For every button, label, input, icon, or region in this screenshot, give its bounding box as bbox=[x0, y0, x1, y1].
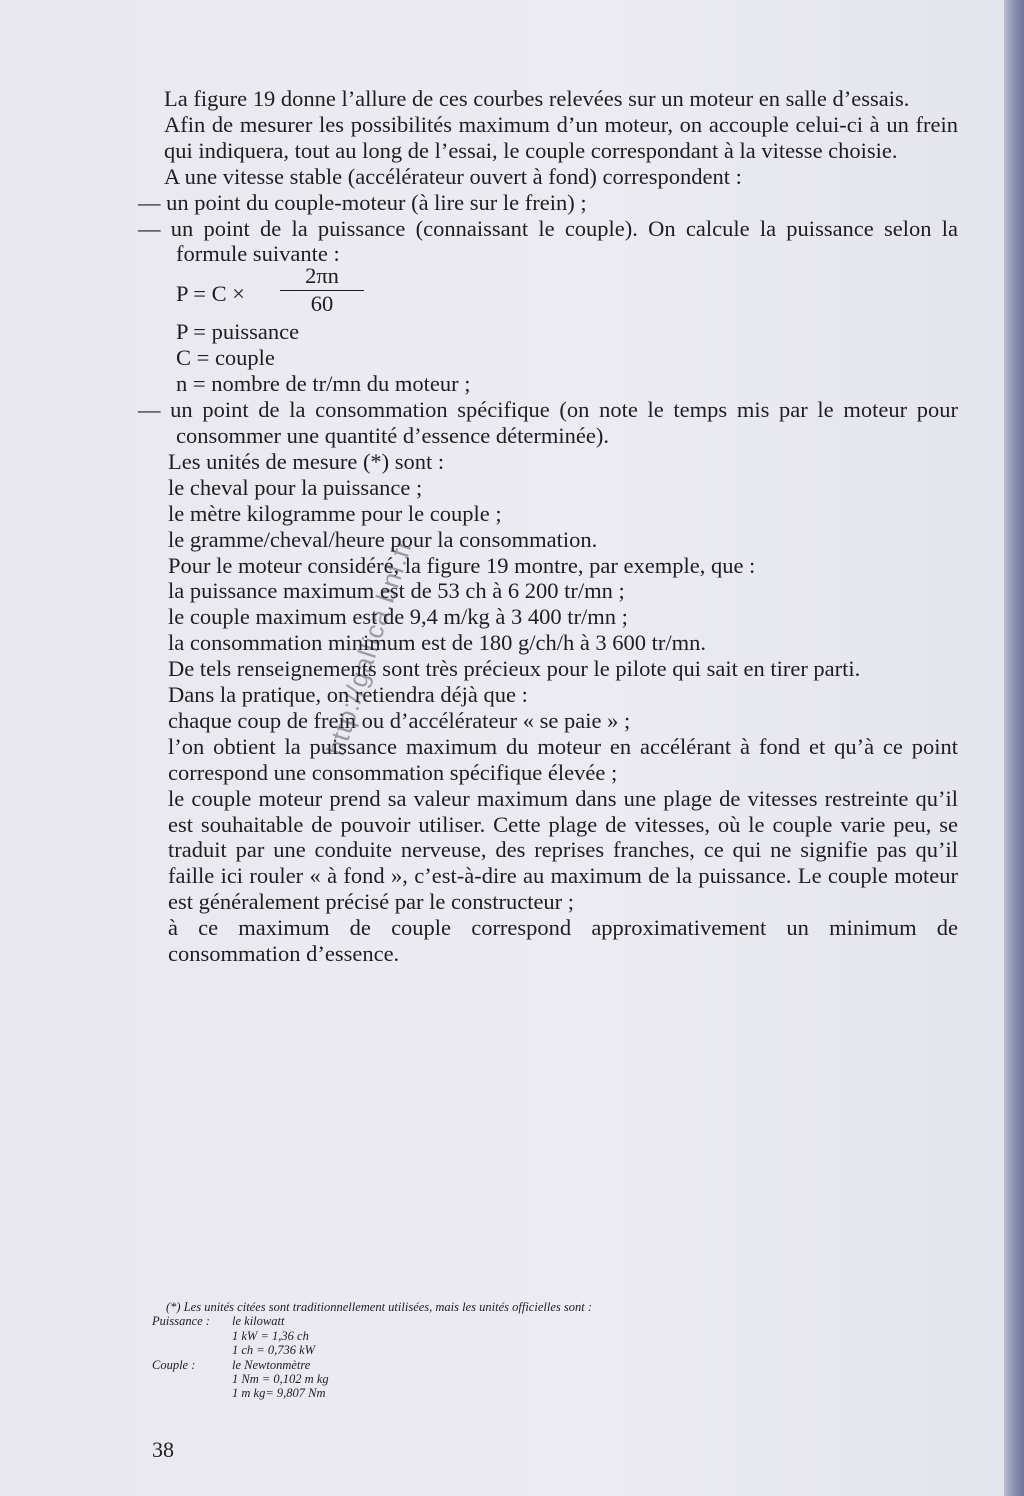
footnote-couple-row bbox=[152, 1358, 772, 1372]
definition-p: P = puissance bbox=[176, 319, 300, 345]
formula-numerator: 2πn bbox=[280, 263, 364, 291]
page-edge-shadow bbox=[1004, 0, 1024, 1496]
footnote-puissance-eq1: 1 kW = 1,36 ch bbox=[232, 1328, 309, 1343]
practice-max-power: l’on obtient la puissance maximum du moteur en accélérant à fond et qu’à ce point correspond une consommation spécifique élevée ; bbox=[168, 733, 958, 785]
footnote-couple-eq2: 1 m kg= 9,807 Nm bbox=[232, 1386, 326, 1401]
unit-puissance: le cheval pour la puissance ; bbox=[168, 474, 423, 500]
footnote-puissance-label: Puissance : bbox=[152, 1314, 210, 1329]
power-formula bbox=[176, 263, 958, 319]
practice-min-consumption: à ce maximum de couple correspond approximativement un minimum de consommation d’essence. bbox=[168, 915, 958, 967]
unit-couple: le mètre kilogramme pour le couple ; bbox=[168, 500, 502, 526]
practice-intro: Dans la pratique, on retiendra déjà que : bbox=[168, 682, 528, 708]
units-intro: Les unités de mesure (*) sont : bbox=[168, 448, 445, 474]
footnote-puissance-row bbox=[152, 1314, 772, 1328]
bullet-consommation: — un point de la consommation spécifique (on note le temps mis par le moteur pour consommer une quantité d’essence déterminée). bbox=[138, 397, 958, 448]
formula-lhs: P = C × bbox=[176, 281, 245, 307]
paragraph-pilot: De tels renseignements sont très précieux pour le pilote qui sait en tirer parti. bbox=[168, 656, 861, 682]
footnote-puissance-eq2: 1 ch = 0,736 kW bbox=[232, 1343, 316, 1358]
definition-n: n = nombre de tr/mn du moteur ; bbox=[176, 371, 471, 397]
footnote bbox=[152, 1300, 772, 1401]
unit-consommation: le gramme/cheval/heure pour la consommation. bbox=[168, 526, 598, 552]
footnote-puissance-unit: le kilowatt bbox=[232, 1314, 285, 1329]
paragraph-measure: Afin de mesurer les possibilités maximum d’un moteur, on accouple celui-ci à un frein qui indiquera, tout au long de l’essai, le couple correspondant à la vitesse choisie. bbox=[164, 111, 958, 163]
body-text bbox=[138, 86, 958, 967]
bullet-couple: — un point du couple-moteur (à lire sur le frein) ; bbox=[138, 189, 587, 215]
bullet-puissance: — un point de la puissance (connaissant le couple). On calcule la puissance selon la formule suivante : bbox=[138, 215, 958, 267]
practice-brake: chaque coup de frein ou d’accélérateur « se paie » ; bbox=[168, 707, 631, 733]
page-number: 38 bbox=[152, 1437, 174, 1462]
example-puissance: la puissance maximum est de 53 ch à 6 200 tr/mn ; bbox=[168, 578, 625, 604]
example-intro: Pour le moteur considéré, la figure 19 montre, par exemple, que : bbox=[168, 552, 756, 578]
footnote-couple-eq1: 1 Nm = 0,102 m kg bbox=[232, 1372, 329, 1387]
example-consommation: la consommation minimum est de 180 g/ch/h à 3 600 tr/mn. bbox=[168, 630, 707, 656]
footnote-couple-unit: le Newtonmètre bbox=[232, 1357, 311, 1372]
footnote-intro: (*) Les unités citées sont traditionnellement utilisées, mais les unités officielles sont : bbox=[166, 1300, 592, 1314]
definition-c: C = couple bbox=[176, 345, 275, 371]
formula-fraction bbox=[280, 263, 364, 317]
formula-denominator: 60 bbox=[310, 291, 334, 317]
practice-couple-range: le couple moteur prend sa valeur maximum dans une plage de vitesses restreinte qu’il est souhaitable de pouvoir utiliser. Cette plage de vitesses, où le couple varie peu, se traduit par une conduite nerveuse, des reprises franches, ce qui ne signifie pas qu’il faille ici rouler « à fond », c’est-à-dire au maximum de la puissance. Le couple moteur est généralement précisé par le constructeur ; bbox=[168, 785, 958, 915]
watermark-url: http://gallica.bnf.fr bbox=[320, 534, 419, 760]
footnote-couple-label: Couple : bbox=[152, 1357, 196, 1372]
example-couple: le couple maximum est de 9,4 m/kg à 3 400 tr/mn ; bbox=[168, 604, 628, 630]
formula-definitions bbox=[138, 319, 958, 397]
paragraph-stable-speed: A une vitesse stable (accélérateur ouvert à fond) correspondent : bbox=[164, 163, 742, 189]
paragraph-intro: La figure 19 donne l’allure de ces courbes relevées sur un moteur en salle d’essais. bbox=[164, 86, 910, 111]
